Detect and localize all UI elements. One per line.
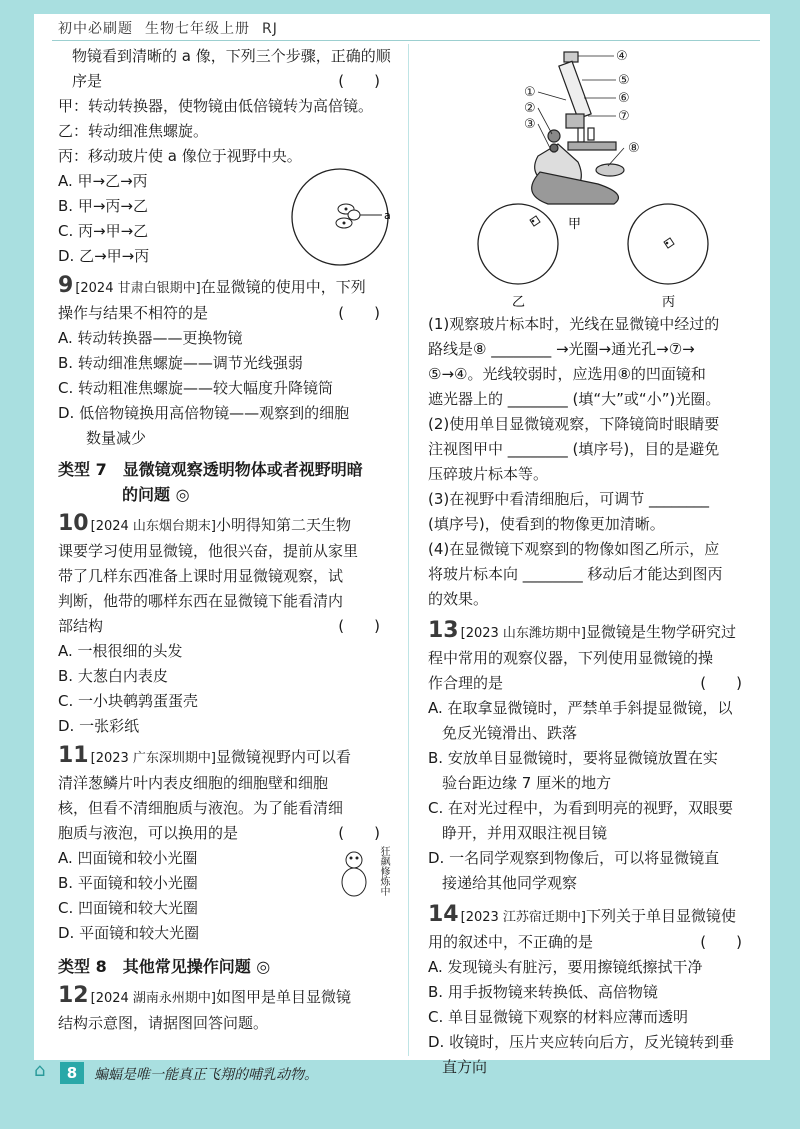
subject-title: 生物七年级上册 [145, 21, 250, 37]
book-icon: ⌂ [34, 1060, 46, 1081]
running-header [58, 18, 290, 38]
q13-line: 作合理的是 ( ) [428, 671, 760, 696]
q14-option: A. 发现镜头有脏污，要用擦镜纸擦拭干净 [428, 958, 703, 976]
answer-paren: ( ) [338, 304, 380, 322]
answer-paren: ( ) [700, 933, 742, 951]
answer-paren: ( ) [338, 72, 380, 90]
q8-option: A. 甲→乙→丙 [58, 172, 148, 190]
left-column [58, 44, 398, 1036]
q12-part: (填序号)，使看到的物像更加清晰。 [428, 515, 665, 533]
section-8-title: 类型 8 其他常见操作问题 ◎ [58, 957, 271, 976]
q11-line: 核，但看不清细胞质与液泡。为了能看清细 [58, 799, 344, 817]
q14-option: B. 用手扳物镜来转换低、高倍物镜 [428, 983, 658, 1001]
fig-label-7: ⑦ [618, 109, 630, 124]
q14-stem: 14 [2023 江苏宿迁期中]下列关于单目显微镜使 [428, 902, 737, 927]
q11-line: 清洋葱鳞片叶内表皮细胞的细胞壁和细胞 [58, 774, 329, 792]
q11-option: C. 凹面镜和较大光圈 [58, 899, 199, 917]
q12-part: 注视图甲中 ________ (填序号)，目的是避免 [428, 440, 720, 458]
q11-line: 胞质与液泡，可以换用的是 ( ) [58, 821, 398, 846]
q13-stem: 13 [2023 山东潍坊期中]显微镜是生物学研究过 [428, 618, 737, 643]
q8-line: 物镜看到清晰的 a 像，下列三个步骤，正确的顺 [72, 47, 391, 65]
answer-paren: ( ) [700, 674, 742, 692]
q10-option: C. 一小块鹌鹑蛋蛋壳 [58, 692, 199, 710]
column-divider [408, 44, 409, 1056]
q10-line: 部结构 ( ) [58, 614, 398, 639]
q13-option-cont: 验台距边缘 7 厘米的地方 [442, 774, 612, 792]
footer-fact: 蝙蝠是唯一能真正飞翔的哺乳动物。 [94, 1067, 318, 1083]
q8-option: D. 乙→甲→丙 [58, 247, 150, 265]
fig-label-2: ② [524, 101, 536, 116]
target-icon: ◎ [175, 485, 190, 504]
right-column [428, 44, 760, 1080]
q12-line: 结构示意图，请据图回答问题。 [58, 1014, 269, 1032]
q12-part: (3)在视野中看清细胞后，可调节 ________ [428, 490, 710, 508]
q10-line: 课要学习使用显微镜，他很兴奋，提前从家里 [58, 542, 359, 560]
q9-option: C. 转动粗准焦螺旋——较大幅度升降镜筒 [58, 379, 334, 397]
q10-line: 带了几样东西准备上课时用显微镜观察，试 [58, 567, 344, 585]
field-of-view-figure [288, 165, 398, 269]
header-rule [52, 40, 760, 41]
q8-option: B. 甲→丙→乙 [58, 197, 148, 215]
fig-label-5: ⑤ [618, 73, 630, 88]
q12-part: (2)使用单目显微镜观察，下降镜筒时眼睛要 [428, 415, 720, 433]
q11-option: B. 平面镜和较小光圈 [58, 874, 198, 892]
q10-option: A. 一根很细的头发 [58, 642, 183, 660]
q9-line: 操作与结果不相符的是 ( ) [58, 301, 398, 326]
q11-option: A. 凹面镜和较小光圈 [58, 849, 198, 867]
q13-option: B. 安放单目显微镜时，要将显微镜放置在实 [428, 749, 718, 767]
q13-option: A. 在取拿显微镜时，严禁单手斜提显微镜，以 [428, 699, 733, 717]
q12-part: (1)观察玻片标本时，光线在显微镜中经过的 [428, 315, 720, 333]
q14-option-cont: 直方向 [442, 1058, 488, 1076]
q8-step: 乙：转动细准焦螺旋。 [58, 122, 209, 140]
fig-label-3: ③ [524, 117, 536, 132]
fig-caption-jia: 甲 [568, 217, 582, 232]
fig-label-1: ① [524, 85, 536, 100]
q14-option: D. 收镜时，压片夹应转向后方，反光镜转到垂 [428, 1033, 735, 1051]
q8-step: 丙：移动玻片使 a 像位于视野中央。 [58, 147, 302, 165]
cartoon-bird-illustration [336, 846, 396, 906]
stamp-text: 狂飙修炼中 [378, 846, 389, 896]
q9-option: A. 转动转换器——更换物镜 [58, 329, 243, 347]
q8-line: 序是 ( ) [58, 69, 398, 94]
q12-part: 路线是⑧ ________ →光圈→通光孔→⑦→ [428, 340, 695, 358]
q14-line: 用的叙述中，不正确的是 ( ) [428, 930, 760, 955]
section-7-title: 类型 7 显微镜观察透明物体或者视野明暗 [58, 460, 363, 479]
q10-option: B. 大葱白内表皮 [58, 667, 168, 685]
q9-stem: 9 [2024 甘肃白银期中]在显微镜的使用中，下列 [58, 273, 366, 298]
fig-label-6: ⑥ [618, 91, 630, 106]
q12-part: 压碎玻片标本等。 [428, 465, 549, 483]
fig-caption-yi: 乙 [512, 295, 526, 310]
fig-label-8: ⑧ [628, 141, 640, 156]
q9-option-cont: 数量减少 [86, 429, 147, 447]
q12-stem: 12 [2024 湖南永州期中]如图甲是单目显微镜 [58, 983, 352, 1008]
target-icon: ◎ [256, 957, 271, 976]
q12-part: (4)在显微镜下观察到的物像如图乙所示，应 [428, 540, 720, 558]
q13-option-cont: 免反光镜滑出、跌落 [442, 724, 578, 742]
field-view-yi [478, 204, 558, 284]
section-7-title-cont: 的问题 ◎ [122, 485, 190, 504]
answer-paren: ( ) [338, 824, 380, 842]
bird-icon [336, 846, 376, 904]
q9-option: B. 转动细准焦螺旋——调节光线强弱 [58, 354, 303, 372]
q10-stem: 10 [2024 山东烟台期末]小明得知第二天生物 [58, 511, 352, 536]
q14-option: C. 单目显微镜下观察的材料应薄而透明 [428, 1008, 689, 1026]
q13-option: D. 一名同学观察到物像后，可以将显微镜直 [428, 849, 720, 867]
fig-caption-bing: 丙 [662, 295, 676, 310]
edition-label: RJ [262, 21, 278, 37]
q12-part: 遮光器上的 ________ (填“大”或“小”)光圈。 [428, 390, 721, 408]
q13-option-cont: 接递给其他同学观察 [442, 874, 578, 892]
microscope-diagram [532, 52, 624, 204]
q13-option: C. 在对光过程中，为看到明亮的视野，双眼要 [428, 799, 734, 817]
q10-line: 判断，他带的哪样东西在显微镜下能看清内 [58, 592, 344, 610]
q8-step: 甲：转动转换器，使物镜由低倍镜转为高倍镜。 [58, 97, 374, 115]
answer-paren: ( ) [338, 617, 380, 635]
fig-label-4: ④ [616, 49, 628, 64]
q13-option-cont: 睁开，并用双眼注视目镜 [442, 824, 608, 842]
q11-option: D. 平面镜和较大光圈 [58, 924, 200, 942]
fig-label-a: a [384, 209, 391, 222]
q12-part: 的效果。 [428, 590, 489, 608]
q10-option: D. 一张彩纸 [58, 717, 140, 735]
q13-line: 程中常用的观察仪器，下列使用显微镜的操 [428, 649, 714, 667]
microscope-figure [428, 44, 760, 312]
q9-option: D. 低倍物镜换用高倍物镜——观察到的细胞 [58, 404, 350, 422]
book-title: 初中必刷题 [58, 21, 133, 37]
page-number: 8 [60, 1062, 84, 1084]
q12-part: ⑤→④。光线较弱时，应选用⑧的凹面镜和 [428, 365, 706, 383]
q11-stem: 11 [2023 广东深圳期中]显微镜视野内可以看 [58, 743, 352, 768]
q12-part: 将玻片标本向 ________ 移动后才能达到图丙 [428, 565, 723, 583]
q8-option: C. 丙→甲→乙 [58, 222, 149, 240]
